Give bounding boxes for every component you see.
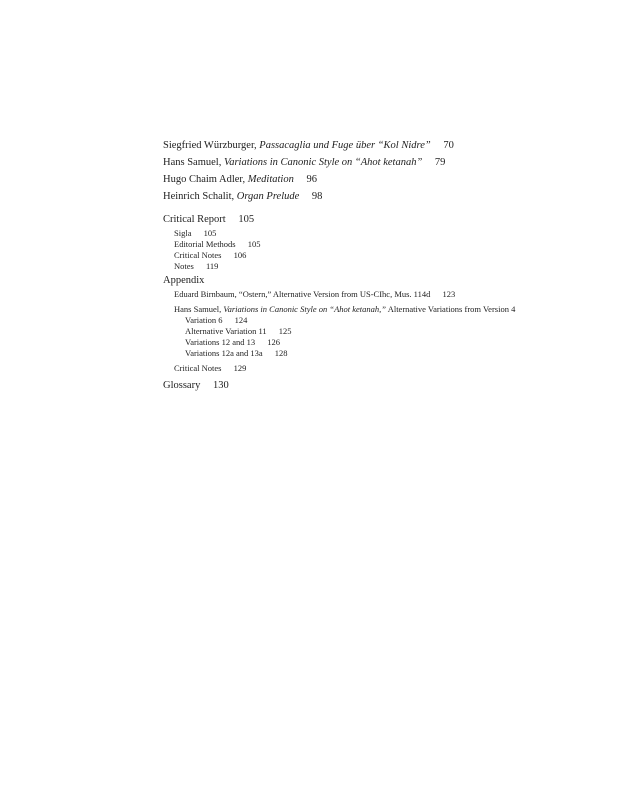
toc-subentry-alternative-variation-11[interactable]: [163, 326, 563, 337]
subentry-label: Alternative Variations from Version 4: [387, 304, 516, 314]
toc-subentry-samuel-alternative[interactable]: [163, 304, 534, 315]
composer-name: Hans Samuel,: [174, 304, 222, 314]
subentry-label: Notes: [174, 261, 194, 271]
subentry-label: Sigla: [174, 228, 192, 238]
page-number: 98: [311, 191, 323, 202]
toc-subentry-variations-12-13[interactable]: [163, 337, 563, 348]
subentry-label: Variations 12a and 13a: [185, 348, 263, 358]
composer-name: Hugo Chaim Adler,: [163, 174, 246, 185]
composer-name: Hans Samuel,: [163, 157, 222, 168]
page-number: 125: [278, 326, 292, 336]
toc-subentry-appendix-critical-notes[interactable]: [163, 363, 563, 374]
toc-subentry-editorial-methods[interactable]: [163, 239, 563, 250]
subentry-label: Variations 12 and 13: [185, 337, 256, 347]
toc-subentry-sigla[interactable]: [163, 228, 563, 239]
toc-subentry-birnbaum[interactable]: [163, 289, 563, 300]
table-of-contents: [163, 137, 563, 393]
toc-entry-wurzburger[interactable]: [163, 137, 563, 154]
toc-section-glossary[interactable]: [163, 378, 563, 393]
toc-subentry-variations-12a-13a[interactable]: [163, 348, 563, 359]
page-number: 130: [212, 380, 229, 391]
section-label: Appendix: [163, 275, 205, 286]
toc-section-appendix[interactable]: [163, 273, 563, 288]
toc-entry-samuel[interactable]: [163, 154, 563, 171]
page-number: 79: [434, 157, 446, 168]
work-title: Variations in Canonic Style on “Ahot ketanah,”: [223, 304, 387, 314]
page-number: 128: [274, 348, 288, 358]
composer-name: Siegfried Würzburger,: [163, 140, 257, 151]
spacer: [163, 205, 563, 212]
work-title: Passacaglia und Fuge über “Kol Nidre”: [259, 140, 431, 151]
subentry-label: Variation 6: [185, 315, 223, 325]
toc-entry-adler[interactable]: [163, 171, 563, 188]
page-number: 124: [234, 315, 248, 325]
page-number: 105: [203, 228, 217, 238]
toc-subentry-variation-6[interactable]: [163, 315, 563, 326]
subentry-label: Critical Notes: [174, 250, 222, 260]
toc-subentry-critical-notes[interactable]: [163, 250, 563, 261]
toc-subentry-notes[interactable]: [163, 261, 563, 272]
composer-name: Heinrich Schalit,: [163, 191, 235, 202]
page-number: 70: [443, 140, 454, 151]
section-label: Glossary: [163, 380, 201, 391]
page-number: 105: [247, 239, 261, 249]
toc-section-critical-report[interactable]: [163, 212, 563, 227]
page-number: 123: [442, 289, 456, 299]
toc-entry-schalit[interactable]: [163, 188, 563, 205]
page-number: 106: [233, 250, 247, 260]
subentry-label: Eduard Birnbaum, “Ostern,” Alternative Version from US-CIhc, Mus. 114d: [174, 289, 431, 299]
page-number: 129: [233, 363, 247, 373]
subentry-label: Critical Notes: [174, 363, 222, 373]
subentry-label: Alternative Variation 11: [185, 326, 267, 336]
page-number: 105: [238, 214, 255, 225]
section-label: Critical Report: [163, 214, 226, 225]
page-number: 126: [267, 337, 280, 347]
work-title: Meditation: [247, 174, 294, 185]
work-title: Organ Prelude: [236, 191, 300, 202]
page-number: 119: [205, 261, 219, 271]
work-title: Variations in Canonic Style on “Ahot ketanah”: [223, 157, 423, 168]
page-number: 96: [306, 174, 317, 185]
subentry-label: Editorial Methods: [174, 239, 236, 249]
